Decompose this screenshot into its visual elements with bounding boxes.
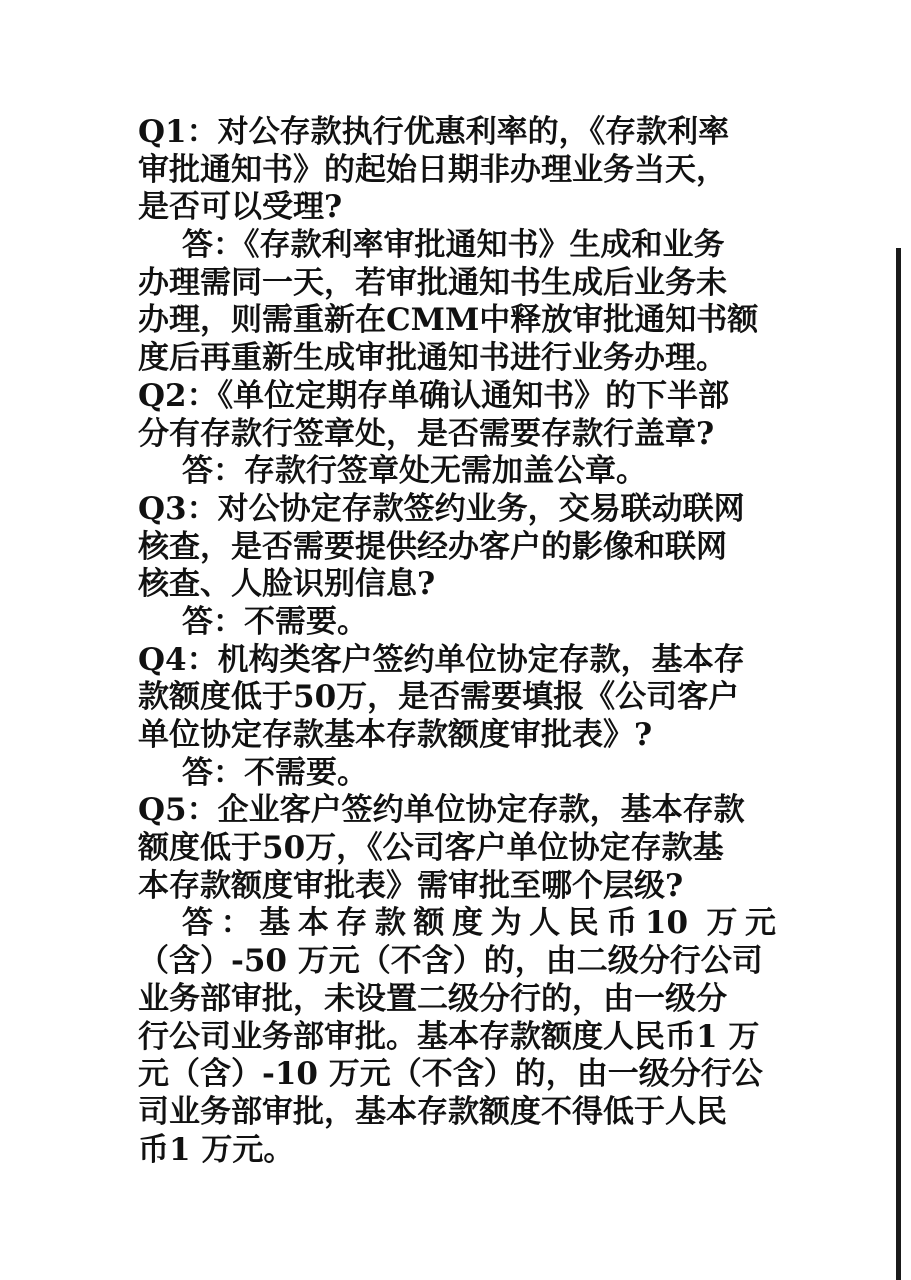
text-line: 答：基本存款额度为人民币10 万元 [182, 905, 776, 942]
question-5 [138, 792, 776, 905]
text-line: 审批通知书》的起始日期非办理业务当天， [138, 151, 727, 188]
text-line: 答：不需要。 [182, 754, 368, 791]
text-line: 核查，是否需要提供经办客户的影像和联网 [138, 528, 727, 565]
text-line: Q2：《单位定期存单确认通知书》的下半部 [138, 377, 730, 414]
text-line: 司业务部审批，基本存款额度不得低于人民 [138, 1093, 727, 1130]
text-line: 款额度低于50万，是否需要填报《公司客户 [138, 679, 740, 716]
question-4 [138, 642, 776, 755]
text-line: 分有存款行签章处，是否需要存款行盖章? [138, 415, 715, 452]
text-line: 额度低于50万，《公司客户单位协定存款基 [138, 830, 724, 867]
text-line: 答：《存款利率审批通知书》生成和业务 [182, 227, 725, 264]
page-edge-shadow [896, 248, 901, 1280]
text-line: 单位协定存款基本存款额度审批表》? [138, 717, 653, 753]
text-line: 业务部审批，未设置二级分行的，由一级分 [138, 980, 727, 1017]
text-line: 元（含）-10 万元（不含）的，由一级分行公 [138, 1056, 763, 1093]
text-line: 答：存款行签章处无需加盖公章。 [182, 453, 647, 490]
text-line: 答：不需要。 [182, 603, 368, 640]
question-2 [138, 378, 776, 453]
text-line: 办理需同一天，若审批通知书生成后业务未 [138, 264, 727, 301]
faq-body [138, 114, 776, 1169]
text-line: （含）-50 万元（不含）的，由二级分行公司 [138, 943, 763, 980]
answer-4 [138, 755, 776, 793]
question-3 [138, 491, 776, 604]
text-line: 行公司业务部审批。基本存款额度人民币1 万 [138, 1018, 760, 1055]
text-line: 是否可以受理? [138, 189, 343, 226]
text-line: Q3：对公协定存款签约业务，交易联动联网 [138, 490, 745, 527]
answer-2 [138, 453, 776, 491]
text-line: Q1：对公存款执行优惠利率的，《存款利率 [138, 114, 730, 150]
answer-1 [138, 227, 776, 378]
text-line: 币1 万元。 [138, 1131, 295, 1168]
question-1 [138, 114, 776, 227]
text-line: 核查、人脸识别信息? [138, 566, 436, 603]
text-line: 本存款额度审批表》需审批至哪个层级? [138, 867, 684, 904]
text-line: 度后再重新生成审批通知书进行业务办理。 [138, 340, 727, 377]
text-line: Q4：机构类客户签约单位协定存款，基本存 [138, 641, 745, 678]
text-line: Q5：企业客户签约单位协定存款，基本存款 [138, 792, 745, 829]
answer-5 [138, 905, 776, 1169]
answer-3 [138, 604, 776, 642]
text-line: 办理，则需重新在CMM中释放审批通知书额 [138, 302, 759, 339]
